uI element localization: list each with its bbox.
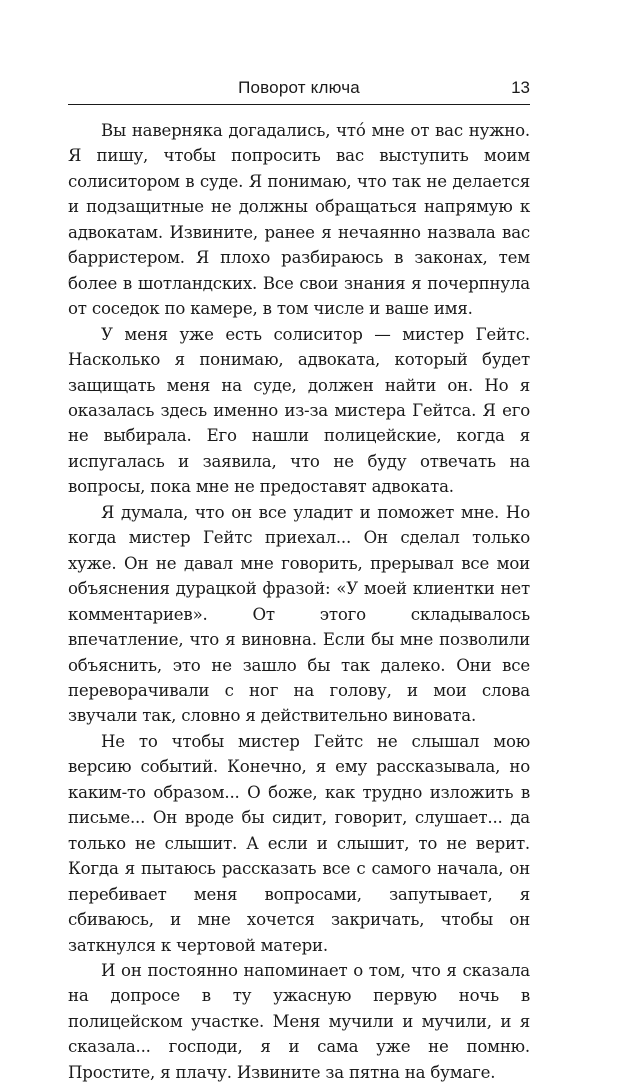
paragraph: Я думала, что он все уладит и поможет мне. Но когда мистер Гейтс приехал... Он сделал только хуже. Он не давал мне говорить, прерывал все мои объяснения дурацкой фразой: «У моей клиентки нет комментариев». От этого складывалось впечатление, что я виновна. Если бы мне позволили объяснить, это не зашло бы так далеко. Они все переворачивали с ног на голову, и мои слова звучали так, словно я действительно виновата. xyxy=(68,502,530,726)
running-title: Поворот ключа xyxy=(238,78,360,97)
paragraph: Не то чтобы мистер Гейтс не слышал мою версию событий. Конечно, я ему рассказывала, но каким-то образом... О боже, как трудно изложить в письме... Он вроде бы сидит, говорит, слушает... да только не слышит. А если и слышит, то не верит. Когда я пытаюсь рассказать все с самого начала, он перебивает меня вопросами, запутывает, я сбиваюсь, и мне хочется закричать, чтобы он заткнулся к чертовой матери. xyxy=(68,731,530,955)
page-number: 13 xyxy=(511,78,530,97)
paragraph: У меня уже есть солиситор — мистер Гейтс. Насколько я понимаю, адвоката, который будет защищать меня на суде, должен найти он. Но я оказалась здесь именно из-за мистера Гейтса. Я его не выбирала. Его нашли полицейские, когда я испугалась и заявила, что не буду отвечать на вопросы, пока мне не предоставят адвоката. xyxy=(68,324,530,497)
running-header xyxy=(68,74,530,105)
body-text xyxy=(68,118,530,1085)
paragraph: Вы наверняка догадались, чтó мне от вас нужно. Я пишу, чтобы попросить вас выступить моим солиситором в суде. Я понимаю, что так не делается и подзащитные не должны обращаться напрямую к адвокатам. Извините, ранее я нечаянно назвала вас барристером. Я плохо разбираюсь в законах, тем более в шотландских. Все свои знания я почерпнула от соседок по камере, в том числе и ваше имя. xyxy=(68,121,530,319)
paragraph: И он постоянно напоминает о том, что я сказала на допросе в ту ужасную первую ночь в полицейском участке. Меня мучили и мучили, и я сказала... господи, я и сама уже не помню. Простите, я плачу. Извините за пятна на бумаге. xyxy=(68,960,530,1082)
